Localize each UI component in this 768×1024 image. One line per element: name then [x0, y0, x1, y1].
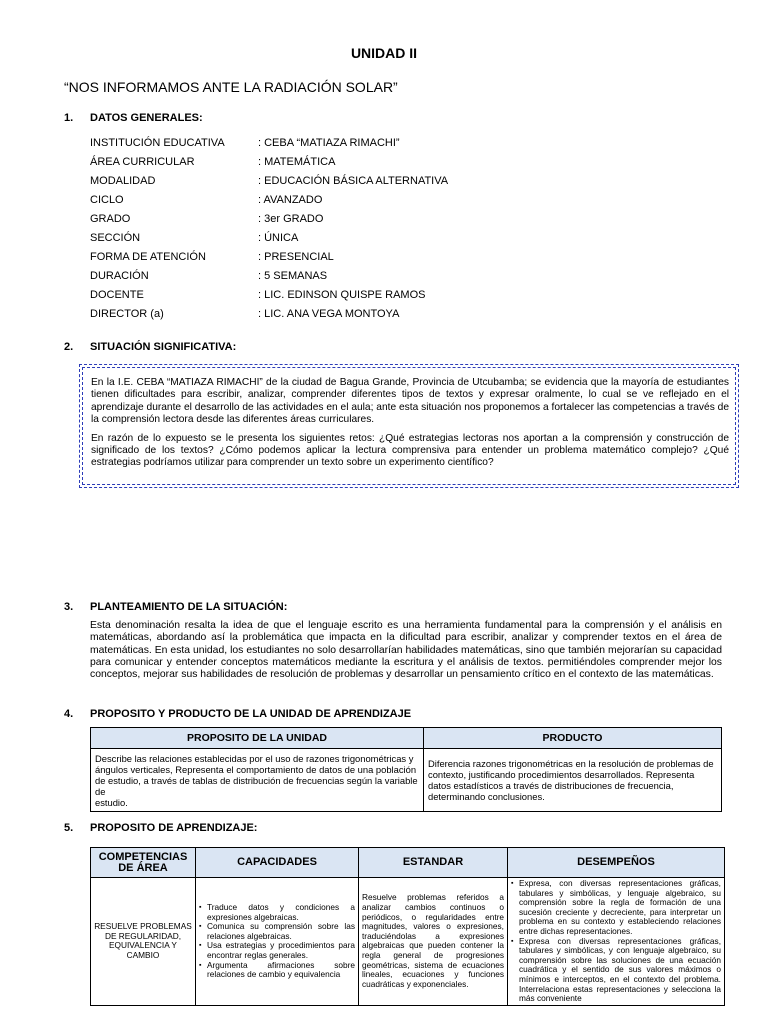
- datos-label: SECCIÓN: [90, 232, 141, 244]
- list-item: ▪ Comunica su comprensión sobre las relaciones algebraicas.: [207, 922, 355, 941]
- header-proposito-unidad: PROPOSITO DE LA UNIDAD: [91, 728, 424, 749]
- datos-label: MODALIDAD: [90, 175, 156, 187]
- desempenos-list: [511, 879, 721, 1004]
- datos-row: [90, 153, 335, 172]
- situacion-significativa-box: [82, 367, 736, 485]
- datos-value: : PRESENCIAL: [258, 251, 334, 263]
- datos-label: DOCENTE: [90, 289, 144, 301]
- datos-value: : 3er GRADO: [258, 213, 324, 225]
- list-item: ▪ Expresa con diversas representaciones gráficas, tabulares y simbólicas, y con lenguaje algebraico, su comprensión sobre las soluciones de una ecuación cuadrática y el sentido de sus valores máximos o mínimos e interceptos, en el contexto del problema. Interrelaciona estas representaciones y selecciona la más conveniente: [519, 937, 721, 1004]
- proposito-text-end: estudio.: [95, 796, 128, 808]
- list-item: ▪ Traduce datos y condiciones a expresiones algebraicas.: [207, 903, 355, 922]
- unit-title: UNIDAD II: [350, 45, 418, 61]
- capacidades-list: [199, 903, 355, 980]
- datos-row: [90, 267, 327, 286]
- list-item: ▪ Argumenta afirmaciones sobre relaciones de cambio y equivalencia: [207, 961, 355, 980]
- estandar-cell: Resuelve problemas referidos a analizar cambios continuos o periódicos, o regularidades entre magnitudes, valores o expresiones, traduciéndolas a expresiones algebraicas que pueden contener la regla general de progresiones geométricas, sistema de ecuaciones lineales, ecuaciones y funciones cuadráticas y exponenciales.: [359, 878, 508, 1006]
- datos-row: [90, 191, 322, 210]
- header-desempenos: DESEMPEÑOS: [508, 848, 725, 878]
- header-estandar: ESTANDAR: [359, 848, 508, 878]
- section-title: PROPOSITO Y PRODUCTO DE LA UNIDAD DE APRENDIZAJE: [90, 708, 412, 720]
- section-number: 5.: [64, 822, 74, 834]
- section-heading-datos-generales: [64, 112, 203, 124]
- unit-subtitle: “NOS INFORMAMOS ANTE LA RADIACIÓN SOLAR”: [64, 79, 398, 95]
- situacion-paragraph-2: En razón de lo expuesto se le presenta los siguientes retos: ¿Qué estrategias lectoras nos aportan a la comprensión y construcción de significado de los textos? ¿Cómo podemos aplicar la lectura comprensiva para entender un problema matemático complejo? ¿Qué estrategias podríamos utilizar para comprender un texto sobre un experimento científico?: [91, 432, 729, 469]
- datos-label: ÁREA CURRICULAR: [90, 156, 195, 168]
- header-producto: PRODUCTO: [424, 728, 722, 749]
- datos-label: GRADO: [90, 213, 131, 225]
- datos-value: : 5 SEMANAS: [258, 270, 328, 282]
- datos-value: : MATEMÁTICA: [258, 156, 336, 168]
- section-title: PLANTEAMIENTO DE LA SITUACIÓN:: [90, 601, 288, 613]
- datos-row: [90, 134, 400, 153]
- datos-label: INSTITUCIÓN EDUCATIVA: [90, 137, 225, 149]
- section-number: 3.: [64, 601, 74, 613]
- datos-row: [90, 305, 399, 324]
- section-title: SITUACIÓN SIGNIFICATIVA:: [90, 341, 237, 353]
- table-header-row: [91, 848, 725, 878]
- header-competencias: COMPETENCIAS DE ÁREA: [91, 848, 196, 878]
- datos-label: DIRECTOR (a): [90, 308, 164, 320]
- datos-label: DURACIÓN: [90, 270, 149, 282]
- planteamiento-paragraph: Esta denominación resalta la idea de que el lenguaje escrito es una herramienta fundamental para la comprensión y el análisis en matemáticas, abordando así la problemática que impacta en la dificultad para escribir, analizar y comprender textos en el área de matemáticas. En esta unidad, los estudiantes no solo desarrollarían habilidades matemáticas, sino que también mejorarían su capacidad para comunicar y entender conceptos matemáticos mediante la escritura y el análisis de textos. permitiéndoles comprender mejor los conceptos, mejorar sus habilidades de resolución de problemas y desarrollar un pensamiento crítico en el contexto de las matemáticas.: [90, 620, 722, 681]
- proposito-aprendizaje-table: [90, 847, 725, 1006]
- situacion-paragraph-1: En la I.E. CEBA “MATIAZA RIMACHI” de la ciudad de Bagua Grande, Provincia de Utcubamba; se evidencia que la mayoría de estudiantes tienen dificultades para escribir, analizar, comprender diferentes tipos de textos y expresar oralmente, lo cual se ve reflejado en el aprendizaje durante el desarrollo de las actividades en el aula; ante esta situación nos proponemos a fortalecer las competencias a través de la comprensión lectora desde las diferentes áreas curriculares.: [91, 377, 729, 426]
- section-number: 1.: [64, 112, 74, 124]
- capacidades-cell: [196, 878, 359, 1006]
- datos-label: FORMA DE ATENCIÓN: [90, 251, 206, 263]
- section-heading-proposito-aprendizaje: [64, 822, 257, 834]
- datos-value: : ÚNICA: [258, 232, 299, 244]
- section-number: 2.: [64, 341, 74, 353]
- list-item: ▪ Expresa, con diversas representaciones gráficas, tabulares y simbólicas, y lenguaje algebraico, su comprensión sobre la regla de formación de una sucesión creciente y decreciente, para interpretar un problema en su contexto y estableciendo relaciones entre dichas representaciones.: [519, 879, 721, 937]
- producto-cell: Diferencia razones trigonométricas en la resolución de problemas de contexto, justificando procedimientos desarrollados. Representa datos estadísticos a través de distribuciones de frecuencia, determinando conclusiones.: [424, 749, 722, 812]
- datos-row: [90, 229, 298, 248]
- table-row: [91, 749, 722, 812]
- datos-label: CICLO: [90, 194, 124, 206]
- section-number: 4.: [64, 708, 74, 720]
- proposito-producto-table: [90, 727, 722, 812]
- section-heading-proposito-producto: [64, 708, 411, 720]
- datos-row: [90, 286, 425, 305]
- datos-value: : CEBA “MATIAZA RIMACHI”: [258, 137, 400, 149]
- header-capacidades: CAPACIDADES: [196, 848, 359, 878]
- section-title: PROPOSITO DE APRENDIZAJE:: [90, 822, 258, 834]
- section-heading-situacion: [64, 341, 236, 353]
- datos-row: [90, 248, 334, 267]
- datos-row: [90, 172, 448, 191]
- section-title: DATOS GENERALES:: [90, 112, 203, 124]
- proposito-cell: [91, 749, 424, 812]
- datos-row: [90, 210, 323, 229]
- datos-value: : LIC. ANA VEGA MONTOYA: [258, 308, 400, 320]
- datos-value: : AVANZADO: [258, 194, 323, 206]
- table-header-row: [91, 728, 722, 749]
- datos-value: : EDUCACIÓN BÁSICA ALTERNATIVA: [258, 175, 449, 187]
- table-row: [91, 878, 725, 1006]
- list-item: ▪ Usa estrategias y procedimientos para encontrar reglas generales.: [207, 941, 355, 960]
- proposito-text: Describe las relaciones establecidas por el uso de razones trigonométricas y ángulos verticales, Representa el comportamiento de datos de una población de estudio, a través de tablas de distribución de frecuencias según la variable de: [95, 752, 418, 797]
- datos-value: : LIC. EDINSON QUISPE RAMOS: [258, 289, 426, 301]
- competencia-cell: RESUELVE PROBLEMAS DE REGULARIDAD, EQUIVALENCIA Y CAMBIO: [91, 878, 196, 1006]
- desempenos-cell: [508, 878, 725, 1006]
- section-heading-planteamiento: [64, 601, 287, 613]
